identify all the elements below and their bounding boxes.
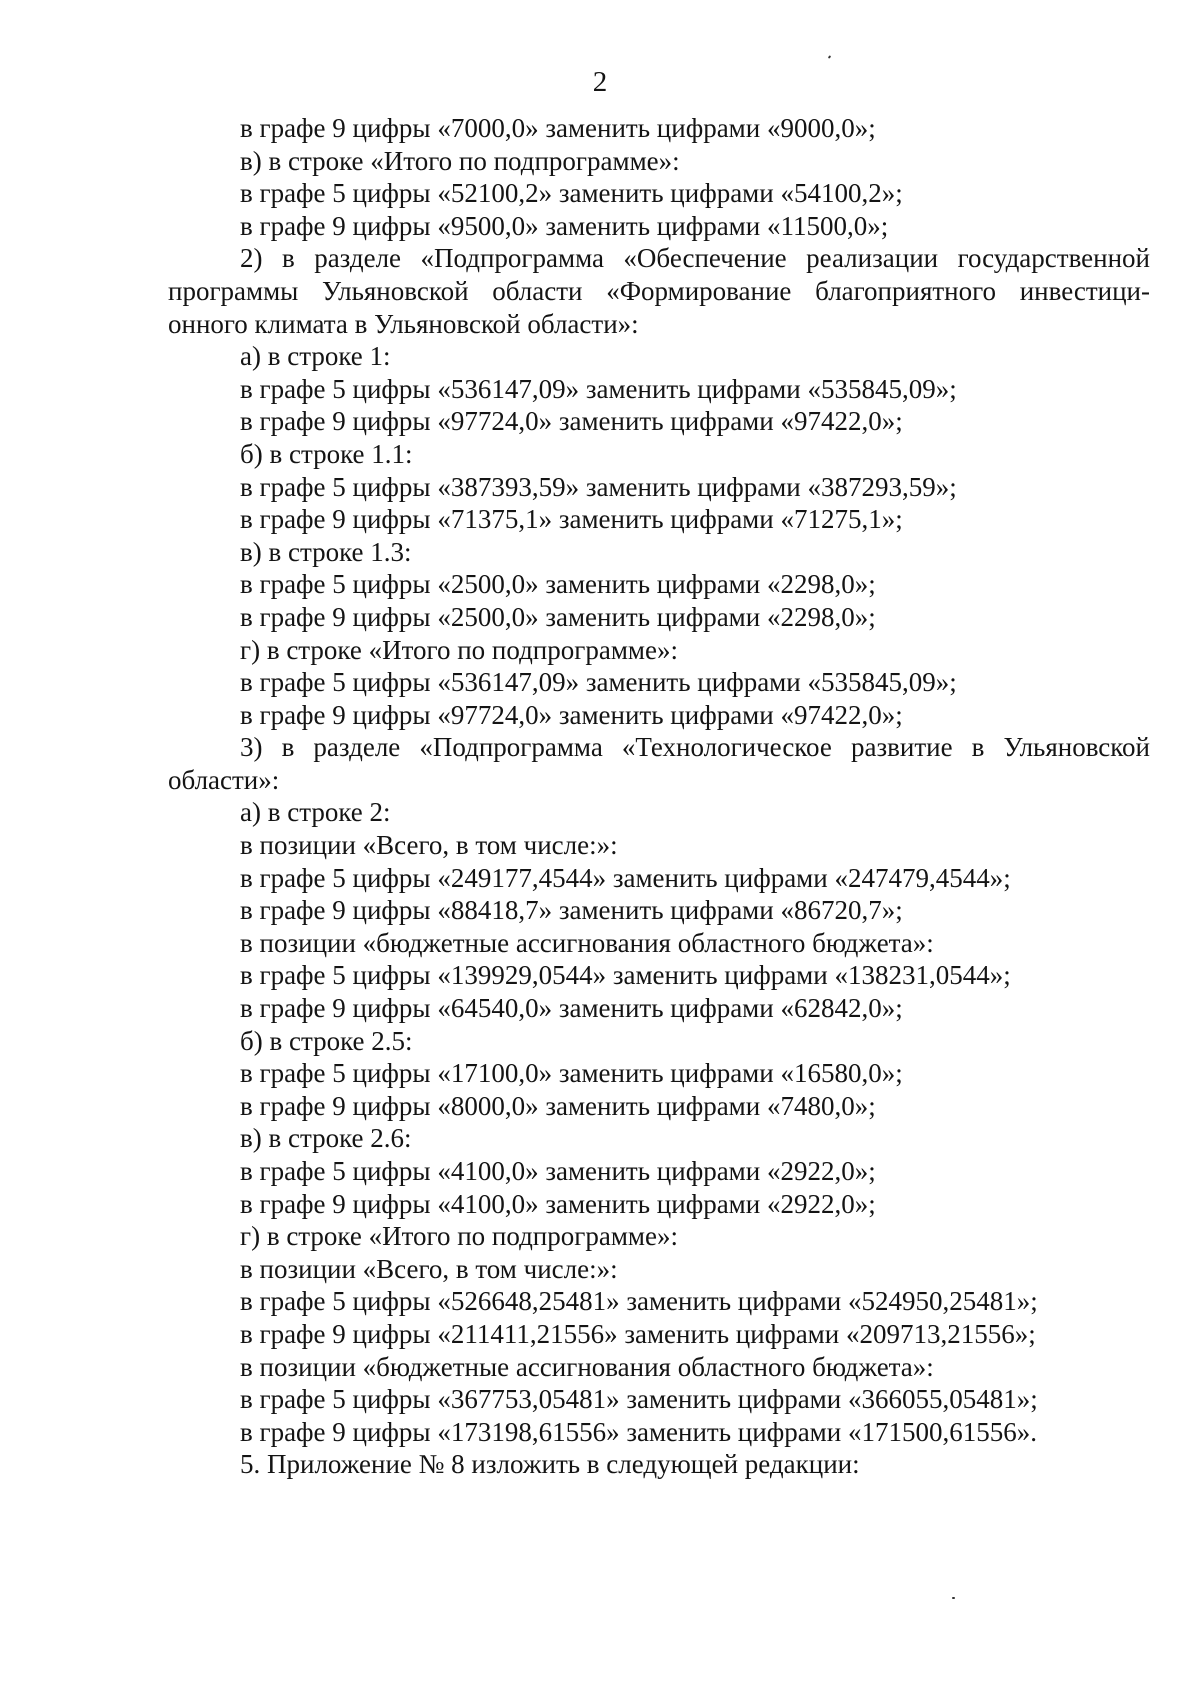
text-line: 2) в разделе «Подпрограмма «Обеспечение реализации государственной [240,243,1150,274]
text-line: в) в строке 2.6: [240,1123,412,1154]
text-line: в графе 5 цифры «387393,59» заменить цифрами «387293,59»; [240,471,957,502]
text-line: в графе 9 цифры «2500,0» заменить цифрами «2298,0»; [240,601,876,632]
text-line: г) в строке «Итого по подпрограмме»: [240,634,678,665]
text-line: в графе 5 цифры «2500,0» заменить цифрами «2298,0»; [240,569,876,600]
text-line: в графе 5 цифры «17100,0» заменить цифрами «16580,0»; [240,1058,903,1089]
text-line: в графе 5 цифры «367753,05481» заменить цифрами «366055,05481»; [240,1384,1038,1415]
text-line: в графе 5 цифры «139929,0544» заменить цифрами «138231,0544»; [240,960,1011,991]
text-line: в графе 9 цифры «9500,0» заменить цифрами «11500,0»; [240,210,889,241]
text-line: в позиции «Всего, в том числе:»: [240,830,618,861]
text-line: в графе 5 цифры «4100,0» заменить цифрами «2922,0»; [240,1156,876,1186]
scan-artifact [952,1597,955,1599]
text-line: в графе 9 цифры «64540,0» заменить цифрами «62842,0»; [240,993,903,1024]
text-line: г) в строке «Итого по подпрограмме»: [240,1221,678,1252]
text-line: в графе 5 цифры «52100,2» заменить цифрами «54100,2»; [240,178,903,209]
text-line: в графе 9 цифры «71375,1» заменить цифрами «71275,1»; [240,504,903,535]
text-line: б) в строке 2.5: [240,1025,413,1056]
text-line: программы Ульяновской области «Формирование благоприятного инвестици- [168,275,1150,306]
text-line: б) в строке 1.1: [240,438,413,469]
text-line: в позиции «бюджетные ассигнования областного бюджета»: [240,1351,934,1382]
text-line: в позиции «Всего, в том числе:»: [240,1253,618,1284]
text-line: в графе 5 цифры «526648,25481» заменить цифрами «524950,25481»; [240,1286,1038,1317]
text-line: в графе 9 цифры «173198,61556» заменить цифрами «171500,61556». [240,1416,1037,1447]
text-line: в графе 9 цифры «97724,0» заменить цифрами «97422,0»; [240,406,903,437]
page-number: 2 [592,66,608,98]
text-line: 3) в разделе «Подпрограмма «Технологическое развитие в Ульяновской [240,732,1150,763]
text-line: а) в строке 1: [240,341,391,372]
text-line: в графе 9 цифры «88418,7» заменить цифрами «86720,7»; [240,895,903,926]
text-line: в графе 9 цифры «8000,0» заменить цифрами «7480,0»; [240,1090,876,1121]
text-line: в позиции «бюджетные ассигнования областного бюджета»: [240,927,934,958]
text-line: в графе 9 цифры «97724,0» заменить цифрами «97422,0»; [240,699,903,730]
text-line: области»: [168,764,280,795]
text-line: онного климата в Ульяновской области»: [168,308,639,339]
text-line: в графе 5 цифры «536147,09» заменить цифрами «535845,09»; [240,373,957,404]
text-line: в графе 9 цифры «4100,0» заменить цифрами «2922,0»; [240,1188,876,1219]
text-line: в) в строке 1.3: [240,536,412,567]
text-line: в) в строке «Итого по подпрограмме»: [240,145,680,176]
scan-artifact [828,55,831,59]
text-line: а) в строке 2: [240,797,391,828]
text-line: в графе 5 цифры «536147,09» заменить цифрами «535845,09»; [240,667,957,698]
text-line: 5. Приложение № 8 изложить в следующей редакции: [240,1449,860,1480]
text-line: в графе 5 цифры «249177,4544» заменить цифрами «247479,4544»; [240,862,1011,893]
text-line: в графе 9 цифры «7000,0» заменить цифрами «9000,0»; [240,113,876,143]
document-body [168,112,1150,1481]
text-line: в графе 9 цифры «211411,21556» заменить цифрами «209713,21556»; [240,1318,1036,1349]
